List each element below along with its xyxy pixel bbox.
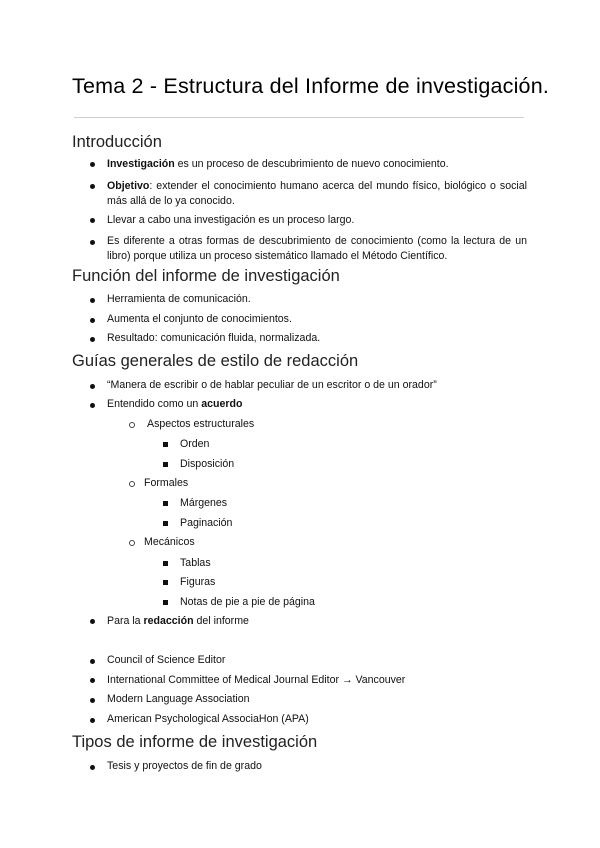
title-divider [74, 117, 524, 118]
list-item: Objetivo: extender el conocimiento humano acerca del mundo físico, biológico o social más allá de lo ya conocido. [107, 180, 527, 207]
circle-bullet-icon [129, 481, 135, 487]
list-item: Márgenes [180, 497, 228, 509]
heading-funcion: Función del informe de investigación [72, 267, 340, 285]
list-item: Herramienta de comunicación. [107, 293, 251, 305]
list-item: Council of Science Editor [107, 654, 226, 666]
list-item: “Manera de escribir o de hablar peculiar de un escritor o de un orador” [107, 379, 437, 391]
heading-tipos: Tipos de informe de investigación [72, 733, 318, 751]
list-item: International Committee of Medical Journal Editor → Vancouver [107, 674, 406, 686]
bullet-icon [90, 240, 95, 245]
square-bullet-icon [163, 561, 168, 566]
square-bullet-icon [163, 521, 168, 526]
bullet-icon [90, 318, 95, 323]
list-item: Tesis y proyectos de fin de grado [107, 760, 262, 772]
bullet-icon [90, 678, 95, 683]
list-item: Llevar a cabo una investigación es un proceso largo. [107, 214, 355, 226]
list-item: Entendido como un acuerdo [107, 398, 243, 410]
list-item: Es diferente a otras formas de descubrimiento de conocimiento (como la lectura de un libro) porque utiliza un proceso sistemático llamado el Método Científico. [107, 235, 527, 262]
square-bullet-icon [163, 501, 168, 506]
heading-guias: Guías generales de estilo de redacción [72, 352, 359, 370]
list-item: Aumenta el conjunto de conocimientos. [107, 313, 292, 325]
list-item: American Psychological AssociaHon (APA) [107, 713, 309, 725]
square-bullet-icon [163, 580, 168, 585]
list-item: Figuras [180, 576, 216, 588]
list-item: Investigación es un proceso de descubrimiento de nuevo conocimiento. [107, 158, 449, 170]
bullet-icon [90, 765, 95, 770]
list-item: Resultado: comunicación fluida, normalizada. [107, 332, 321, 344]
list-item: Mecánicos [144, 536, 195, 548]
list-item: Aspectos estructurales [147, 418, 255, 430]
square-bullet-icon [163, 442, 168, 447]
list-item: Formales [144, 477, 189, 489]
bullet-icon [90, 384, 95, 389]
list-item: Orden [180, 438, 210, 450]
bullet-icon [90, 718, 95, 723]
bullet-icon [90, 698, 95, 703]
list-item: Modern Language Association [107, 693, 250, 705]
bullet-icon [90, 337, 95, 342]
list-item: Disposición [180, 458, 235, 470]
circle-bullet-icon [129, 540, 135, 546]
bullet-icon [90, 218, 95, 223]
square-bullet-icon [163, 462, 168, 467]
bullet-icon [90, 659, 95, 664]
bullet-icon [90, 184, 95, 189]
circle-bullet-icon [129, 422, 135, 428]
bullet-icon [90, 162, 95, 167]
page-title: Tema 2 - Estructura del Informe de investigación. [72, 74, 550, 98]
bullet-icon [90, 619, 95, 624]
list-item: Notas de pie a pie de página [180, 596, 315, 608]
list-item: Paginación [180, 517, 233, 529]
square-bullet-icon [163, 600, 168, 605]
bullet-icon [90, 403, 95, 408]
list-item: Tablas [180, 557, 211, 569]
list-item: Para la redacción del informe [107, 615, 249, 627]
heading-introduccion: Introducción [72, 133, 162, 151]
bullet-icon [90, 298, 95, 303]
